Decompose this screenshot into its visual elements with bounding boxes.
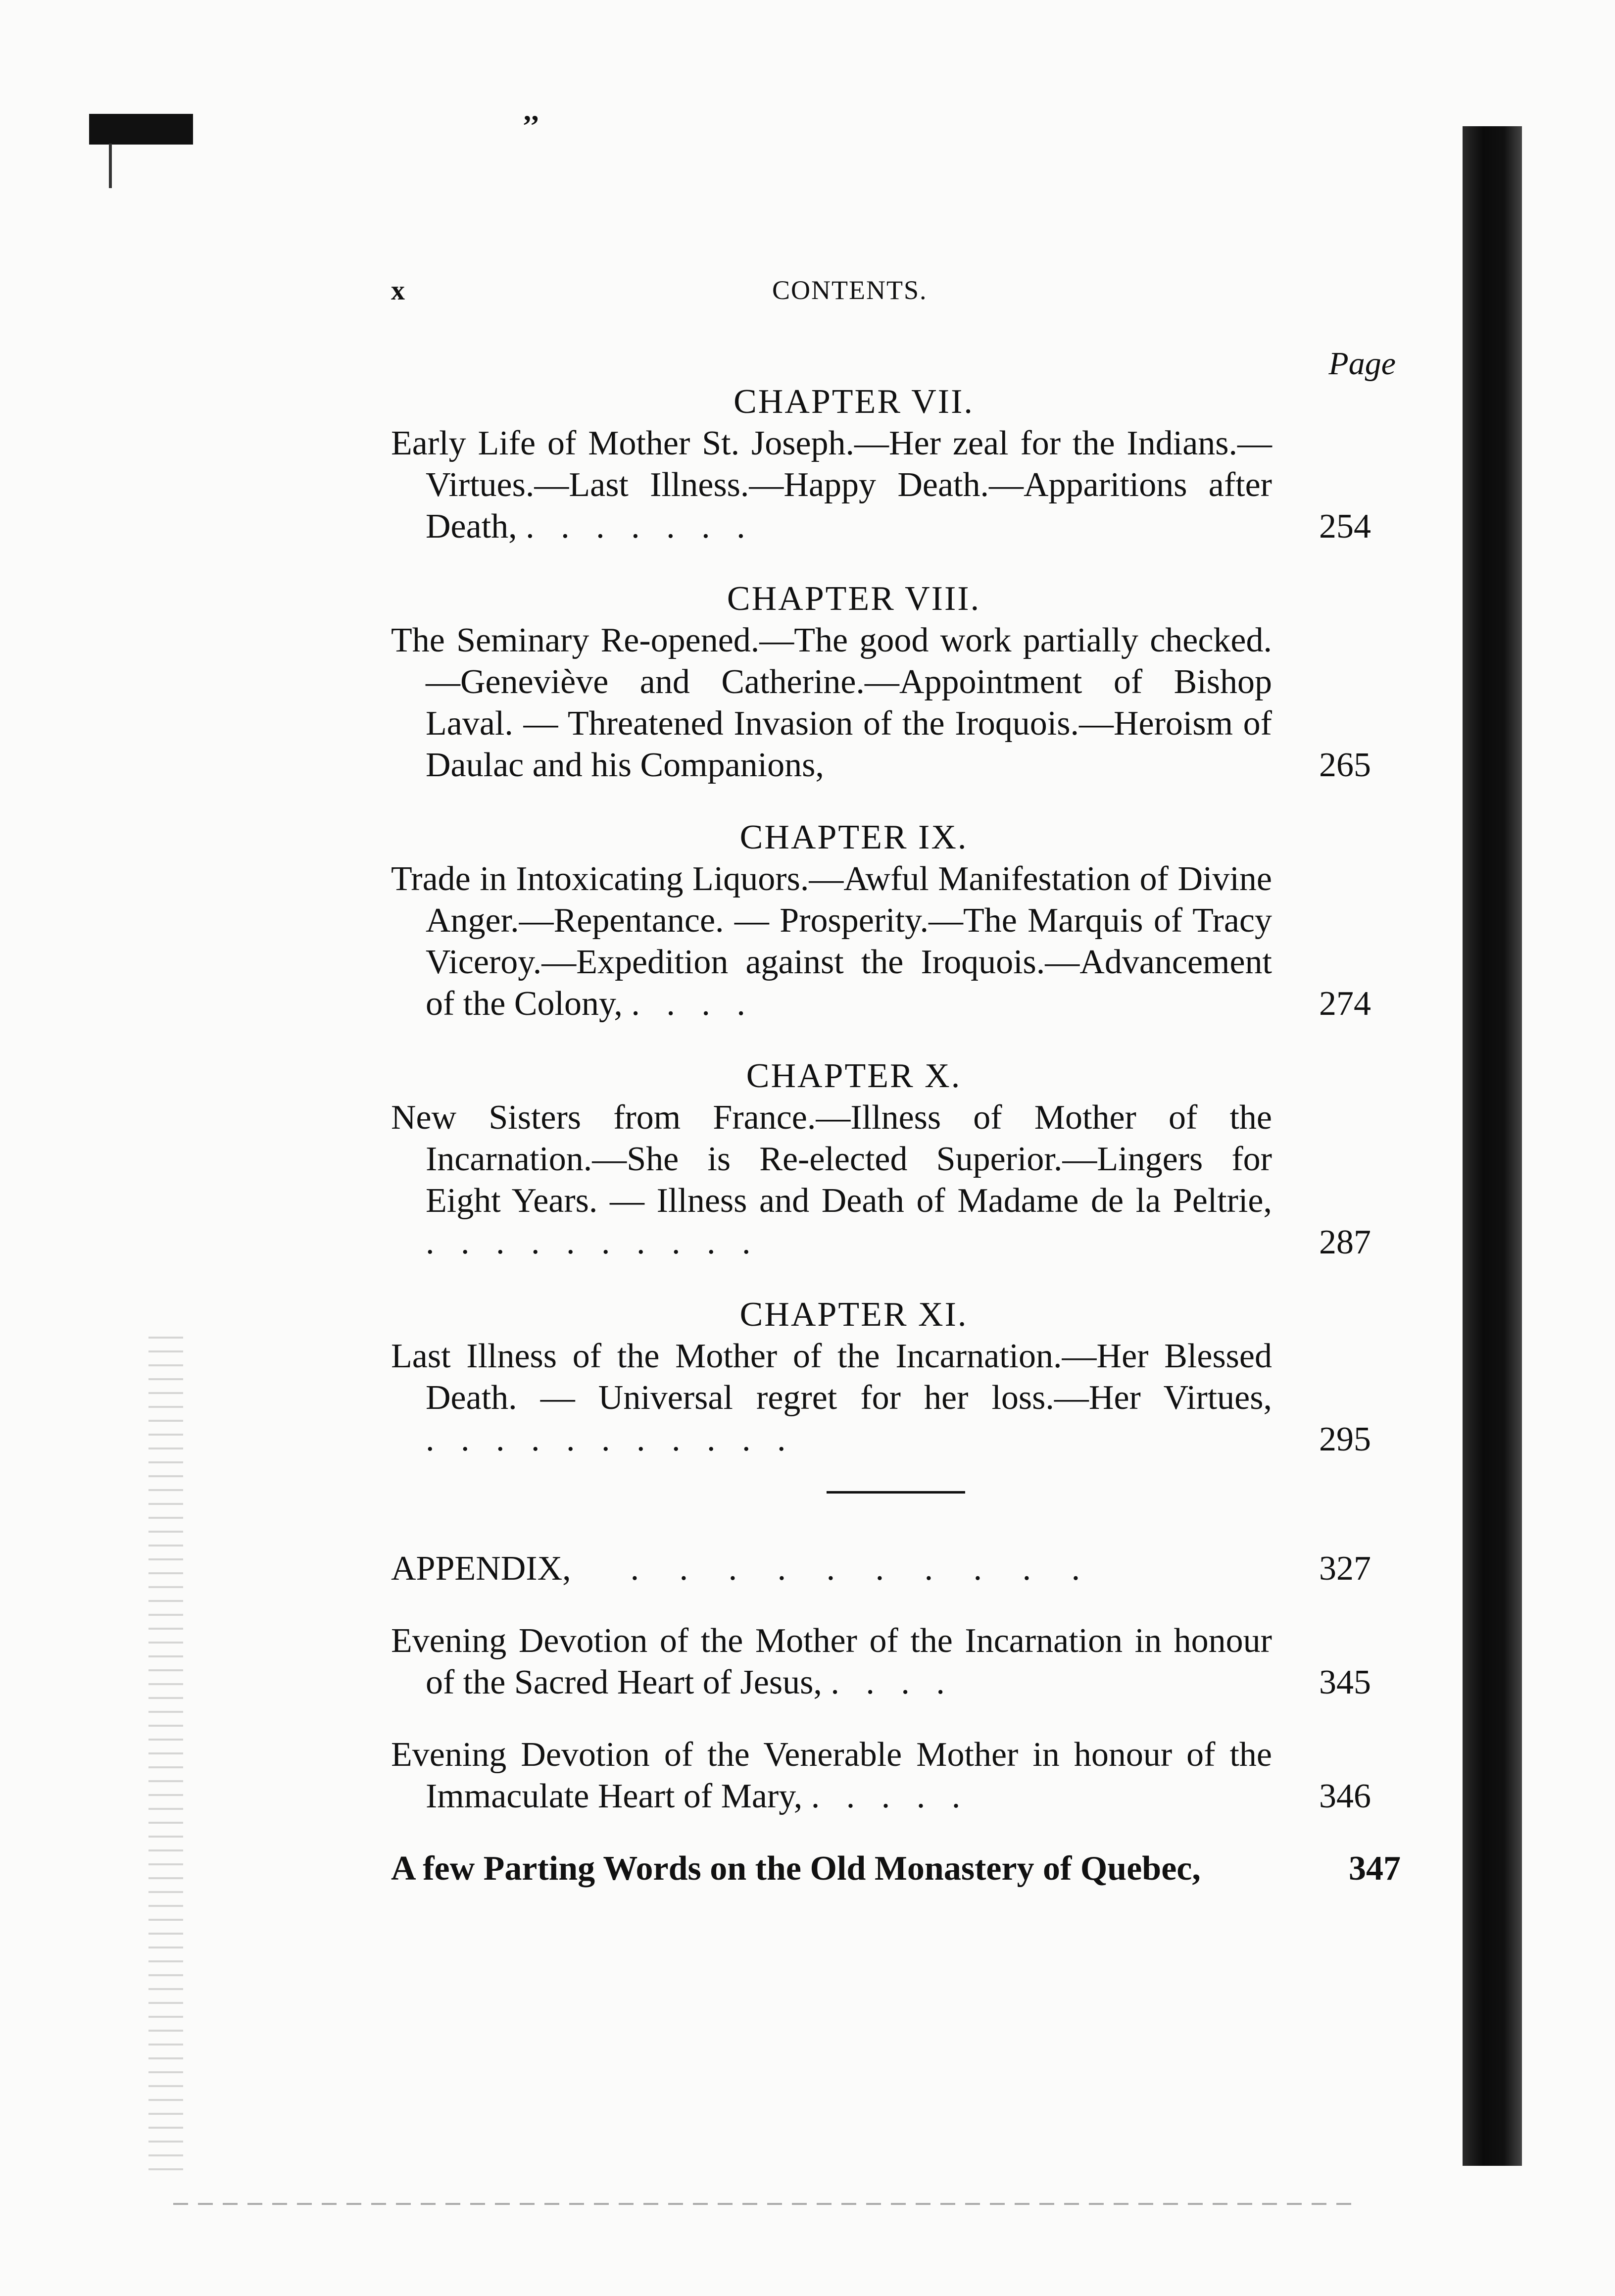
running-head: [391, 275, 1401, 314]
entry-description: [391, 1734, 1272, 1817]
page-column-label: Page: [1328, 346, 1396, 382]
entry-description: [391, 1097, 1272, 1263]
entry-page-number: 345: [1319, 1663, 1371, 1701]
appendix-description: [391, 1548, 1272, 1590]
entry-description: [391, 858, 1272, 1025]
entry-text: New Sisters from France.—Illness of Mother of the Incarnation.—She is Re-elected Superior.—Lingers for Eight Years. — Illness and Death of Madame de la Peltrie,: [391, 1098, 1272, 1220]
entry-page-number: 346: [1319, 1777, 1371, 1815]
dot-leader: . . . . . . . . . .: [426, 1223, 760, 1261]
devotion-entry: [391, 1620, 1406, 1703]
entry-text: Evening Devotion of the Venerable Mother in honour of the Immaculate Heart of Mary,: [391, 1736, 1272, 1815]
appendix-label: APPENDIX,: [391, 1549, 571, 1588]
entry-page-number: 254: [1319, 507, 1371, 546]
entry-description: [391, 620, 1272, 786]
entry-text: Early Life of Mother St. Joseph.—Her zeal for the Indians.—Virtues.—Last Illness.—Happy Death.—Apparitions after Death,: [391, 424, 1272, 546]
toc-entry: [391, 423, 1406, 548]
entry-text: Trade in Intoxicating Liquors.—Awful Manifestation of Divine Anger.—Repentance. — Prosperity.—The Marquis of Tracy Viceroy.—Expedition against the Iroquois.—Advancement of the Colony,: [391, 860, 1272, 1023]
running-title: CONTENTS.: [772, 275, 928, 305]
chapter-entry: [391, 1055, 1406, 1263]
entry-description: [391, 1336, 1272, 1460]
toc-entry: [391, 1097, 1406, 1263]
scan-artifact-page-edge: [1463, 126, 1522, 2166]
chapter-heading: CHAPTER VIII.: [727, 580, 981, 618]
toc-entry: [391, 1336, 1406, 1460]
contents-list: [391, 347, 1406, 1890]
entry-text: The Seminary Re-opened.—The good work partially checked.—Geneviève and Catherine.—Appointment of Bishop Laval. — Threatened Invasion of the Iroquois.—Heroism of Daulac and his Companions,: [391, 621, 1272, 784]
chapter-heading: CHAPTER XI.: [739, 1296, 968, 1334]
dot-leader: . . . .: [631, 985, 754, 1023]
page-numeral: x: [391, 275, 405, 306]
entry-text: Last Illness of the Mother of the Incarnation.—Her Blessed Death. — Universal regret for her loss.—Her Virtues,: [391, 1337, 1272, 1417]
dot-leader: . . . . .: [811, 1777, 970, 1815]
dot-leader: . . . . . . . . . .: [630, 1549, 1096, 1588]
chapter-entry: [391, 381, 1406, 548]
appendix-entry: [391, 1548, 1406, 1590]
toc-entry: [391, 858, 1406, 1025]
chapter-heading: CHAPTER X.: [746, 1057, 962, 1095]
entry-page-number: 265: [1319, 746, 1371, 784]
dot-leader: . . . . . . .: [526, 507, 754, 546]
entry-text: Evening Devotion of the Mother of the Incarnation in honour of the Sacred Heart of Jesus,: [391, 1622, 1272, 1701]
scan-artifact-bar: [89, 114, 193, 145]
chapter-heading: CHAPTER IX.: [739, 818, 968, 856]
toc-entry: [391, 620, 1406, 786]
entry-page-number: 295: [1319, 1420, 1371, 1458]
chapter-entry: [391, 1294, 1406, 1460]
devotion-entry: [391, 1734, 1406, 1817]
entry-description: [391, 423, 1272, 548]
dot-leader: . . . . . . . . . . .: [426, 1420, 795, 1458]
entry-text: A few Parting Words on the Old Monastery of Quebec,: [391, 1849, 1201, 1888]
scan-artifact-mark: ’’: [522, 109, 540, 142]
scan-artifact-bottom-line: [173, 2203, 1361, 2205]
section-divider: [827, 1491, 965, 1494]
chapter-entry: [391, 817, 1406, 1025]
entry-page-number: 287: [1319, 1223, 1371, 1261]
final-entry: [391, 1848, 1406, 1890]
scan-artifact-speckle: [148, 1337, 183, 2178]
dot-leader: . . . .: [831, 1663, 954, 1701]
entry-page-number: 274: [1319, 985, 1371, 1023]
entry-description: [391, 1620, 1272, 1703]
entry-page-number: 347: [1349, 1849, 1401, 1888]
chapter-heading: CHAPTER VII.: [734, 383, 974, 421]
entry-page-number: 327: [1319, 1549, 1371, 1588]
chapter-entry: [391, 578, 1406, 786]
